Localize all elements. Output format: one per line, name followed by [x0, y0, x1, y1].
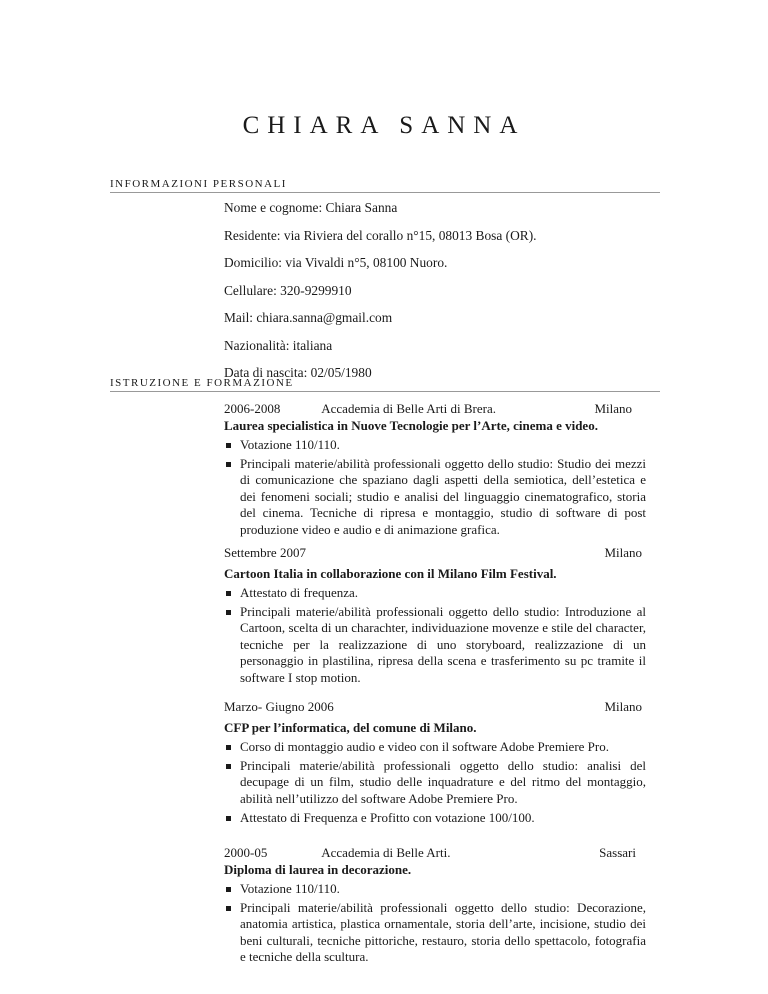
entry-header	[224, 844, 646, 861]
entry-header	[224, 544, 646, 561]
education-entry	[224, 698, 646, 826]
entry-place: Milano	[604, 545, 642, 560]
list-item: Principali materie/abilità professionali oggetto dello studio: analisi del decupage di un film, studio delle inquadrature e del ritmo del montaggio, abilità nell’utilizzo del software Adobe Premiere Pro.	[224, 758, 646, 808]
entry-date: Marzo- Giugno 2006	[224, 699, 334, 714]
list-item: Corso di montaggio audio e video con il software Adobe Premiere Pro.	[224, 739, 646, 756]
entry-institution: Accademia di Belle Arti.	[321, 845, 451, 860]
square-bullet-icon	[226, 610, 231, 615]
personal-residence: Residente: via Riviera del corallo n°15, 08013 Bosa (OR).	[224, 227, 537, 243]
entry-place: Sassari	[599, 845, 636, 860]
personal-birthdate: Data di nascita: 02/05/1980	[224, 365, 372, 380]
entry-institution: Accademia di Belle Arti di Brera.	[321, 401, 496, 416]
entry-bullets	[224, 437, 646, 539]
education-entry	[224, 544, 646, 686]
entry-header	[224, 400, 646, 417]
cv-name: CHIARA SANNA	[242, 112, 526, 139]
square-bullet-icon	[226, 906, 231, 911]
list-item: Principali materie/abilità professionali oggetto dello studio: Decorazione, anatomia artistica, plastica ornamentale, storia dell’arte, incisione, studio dei beni culturali, tecniche pittoriche, restauro, storia dello spettacolo, fotografia e tecniche della scultura.	[224, 900, 646, 966]
list-item: Votazione 110/110.	[224, 881, 646, 898]
personal-mail: Mail: chiara.sanna@gmail.com	[224, 310, 393, 325]
entry-bullets	[224, 739, 646, 827]
entry-bullets	[224, 585, 646, 687]
entry-date: 2000-05	[224, 845, 268, 860]
section-heading-personal: INFORMAZIONI PERSONALI	[110, 178, 660, 193]
personal-nationality: Nazionalità: italiana	[224, 337, 333, 353]
square-bullet-icon	[226, 816, 231, 821]
list-item: Attestato di frequenza.	[224, 585, 646, 602]
entry-title: CFP per l’informatica, del comune di Milano.	[224, 720, 477, 735]
personal-info	[224, 199, 646, 392]
entry-place: Milano	[594, 401, 632, 416]
list-item: Votazione 110/110.	[224, 437, 646, 454]
section-heading-education: ISTRUZIONE E FORMAZIONE	[110, 377, 660, 392]
entry-bullets	[224, 881, 646, 966]
square-bullet-icon	[226, 591, 231, 596]
entry-date: 2006-2008	[224, 401, 281, 416]
square-bullet-icon	[226, 764, 231, 769]
entry-date: Settembre 2007	[224, 545, 306, 560]
personal-name: Nome e cognome: Chiara Sanna	[224, 200, 398, 215]
entry-title: Laurea specialistica in Nuove Tecnologie per l’Arte, cinema e video.	[224, 418, 598, 433]
list-item: Principali materie/abilità professionali oggetto dello studio: Studio dei mezzi di comunicazione che spaziano dagli aspetti della semiotica, dell’estetica e dei fenomeni sociali; studio e analisi del linguaggio cinematografico, storia del cinema. Tecniche di ripresa e montaggio, studio di software di post produzione video e audio e di animazione grafica.	[224, 456, 646, 539]
square-bullet-icon	[226, 443, 231, 448]
entry-title: Diploma di laurea in decorazione.	[224, 862, 412, 877]
entry-title: Cartoon Italia in collaborazione con il Milano Film Festival.	[224, 566, 557, 581]
entry-place: Milano	[604, 699, 642, 714]
list-item: Attestato di Frequenza e Profitto con votazione 100/100.	[224, 810, 646, 827]
square-bullet-icon	[226, 745, 231, 750]
education-entry	[224, 844, 646, 966]
personal-domicile: Domicilio: via Vivaldi n°5, 08100 Nuoro.	[224, 255, 448, 270]
entry-header	[224, 698, 646, 715]
list-item: Principali materie/abilità professionali oggetto dello studio: Introduzione al Cartoon, scelta di un charachter, individuazione movenze e stile del character, tecniche per la realizzazione di uno storyboard, realizzazione di un personaggio in plastilina, ripresa della scena e trasferimento su pc tramite il software I stop motion.	[224, 604, 646, 687]
square-bullet-icon	[226, 887, 231, 892]
square-bullet-icon	[226, 462, 231, 467]
education-entry	[224, 400, 646, 538]
personal-phone: Cellulare: 320-9299910	[224, 282, 352, 298]
